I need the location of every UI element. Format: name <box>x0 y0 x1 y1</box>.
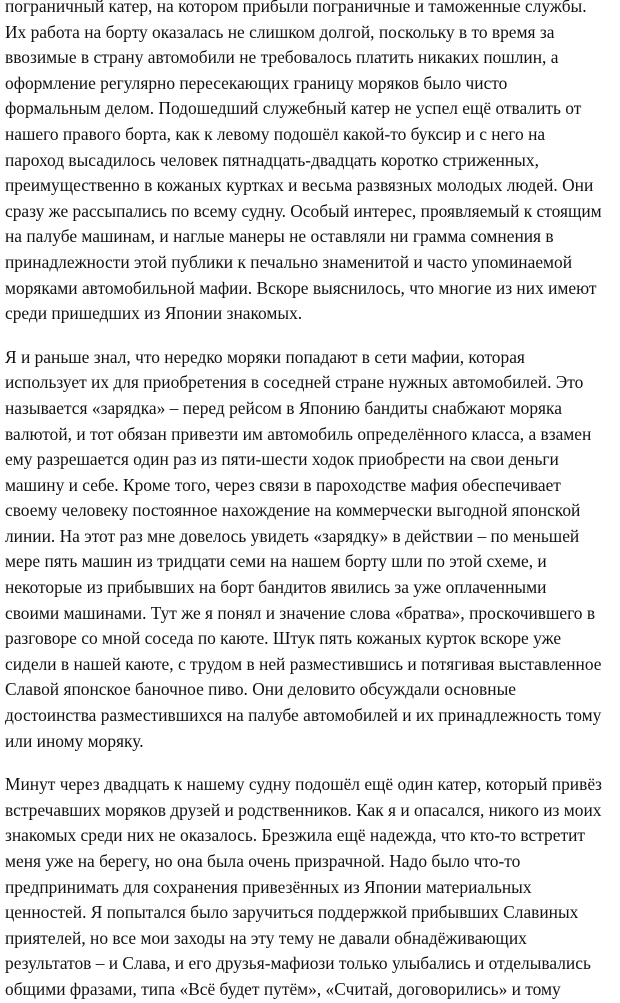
text-line: ценностей. Я попытался было заручиться поддержкой прибывших Славиных <box>5 902 579 923</box>
text-line: достоинства разместившихся на палубе автомобилей и их принадлежность тому <box>5 705 602 726</box>
text-line: мере пять машин из тридцати семи на нашем борту шли по этой схеме, и <box>5 551 547 572</box>
text-line: пароход высадилось человек пятнадцать-двадцать коротко стриженных, <box>5 149 539 170</box>
text-line: преимущественно в кожаных куртках и весьма развязных молодых людей. Они <box>5 175 594 196</box>
text-line: ему разрешается один раз из пяти-шести ходок приобрести на свои деньги <box>5 449 559 470</box>
text-line: нашего правого борта, как к левому подошёл какой-то буксир и с него на <box>5 123 546 144</box>
text-line: принадлежности этой публики к печально знаменитой и часто упоминаемой <box>5 251 573 272</box>
text-line: линии. На этот раз мне довелось увидеть «зарядку» в действии – по меньшей <box>5 525 580 546</box>
paragraph-gap <box>5 754 620 772</box>
text-line: знакомых среди них не оказалось. Брезжила ещё надежда, что кто-то встретит <box>5 825 585 846</box>
text-line: моряками автомобильной мафии. Вскоре выяснилось, что многие из них имеют <box>5 277 597 298</box>
text-line: разговоре со мной соседа по каюте. Штук пять кожаных курток вскоре уже <box>5 628 562 649</box>
text-line: своему человеку постоянное нахождение на коммерчески выгодной японской <box>5 500 581 521</box>
text-line: оформление регулярно пересекающих границу моряков было чисто <box>5 72 508 93</box>
text-line: или иному моряку. <box>5 730 144 751</box>
paragraph-3 <box>5 772 620 1002</box>
text-line: Минут через двадцать к нашему судну подошёл ещё один катер, который привёз <box>5 774 602 795</box>
text-line: машину и себе. Кроме того, через связи в пароходстве мафия обеспечивает <box>5 474 561 495</box>
text-line: встречавших моряков друзей и родственников. Как я и опасался, никого из моих <box>5 799 602 820</box>
text-line: некоторые из прибывших на борт бандитов явились за уже оплаченными <box>5 577 547 598</box>
paragraph-2 <box>5 345 620 755</box>
text-line: меня уже на берегу, но она была очень призрачной. Надо было что-то <box>5 851 521 871</box>
text-line: на палубе машинам, и наглые манеры не оставляли ни грамма сомнения в <box>5 226 554 247</box>
text-line: использует их для приобретения в соседней стране нужных автомобилей. Это <box>5 372 584 393</box>
paragraph-gap <box>5 327 620 345</box>
text-line: своими машинами. Тут же я понял и значение слова «братва», проскочившего в <box>5 602 596 623</box>
text-line: приятелей, но все мои заходы на эту тему не давали обнадёживающих <box>5 927 527 948</box>
paragraph-1 <box>5 0 620 327</box>
text-line: пограничный катер, на котором прибыли пограничные и таможенные службы. <box>5 0 587 16</box>
text-line: сразу же рассыпались по всему судну. Особый интерес, проявляемый к стоящим <box>5 200 602 221</box>
text-line: предпринимать для сохранения привезённых из Японии материальных <box>5 876 532 897</box>
text-line: ввозимые в страну автомобили не требовалось платить никаких пошлин, а <box>5 47 559 68</box>
text-line: сидели в нашей каюте, с трудом в ней разместившись и потягивая выставленное <box>5 653 602 674</box>
text-line: результатов – и Слава, и его друзья-мафиози только улыбались и отделывались <box>5 953 591 974</box>
text-line: Их работа на борту оказалась не слишком долгой, поскольку в то время за <box>5 21 555 42</box>
text-line: среди пришедших из Японии знакомых. <box>5 303 303 324</box>
text-line: Славой японское баночное пиво. Они деловито обсуждали основные <box>5 679 516 700</box>
text-line: валютой, и тот обязан привезти им автомобиль определённого класса, а взамен <box>5 423 592 444</box>
text-line: Я и раньше знал, что нередко моряки попадают в сети мафии, которая <box>5 346 525 367</box>
text-line: формальным делом. Подошедший служебный катер не успел ещё отвалить от <box>5 98 582 119</box>
text-line: называется «зарядка» – перед рейсом в Японию бандиты снабжают моряка <box>5 397 562 418</box>
text-line: общими фразами, типа «Всё будет путём», «Считай, договорились» и тому <box>5 978 561 999</box>
